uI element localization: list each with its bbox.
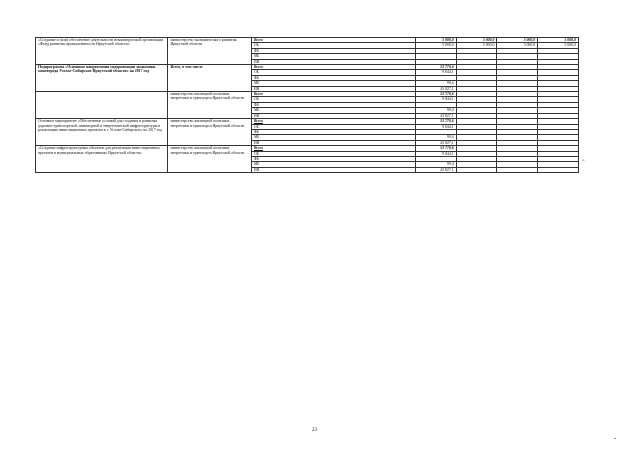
funding-source-cell: МБ xyxy=(251,108,415,113)
funding-source-cell: МБ xyxy=(251,135,415,140)
funding-source-cell: Всего xyxy=(251,119,415,124)
executor-cell: министерство экономического развития Иркутской области xyxy=(168,38,252,65)
funding-source-cell: ИИ xyxy=(251,59,415,64)
amount-cell: 53 770,6 xyxy=(415,65,456,70)
funding-source-cell: Всего xyxy=(251,92,415,97)
funding-source-cell: ИИ xyxy=(251,113,415,118)
amount-cell: 5 000,0 xyxy=(456,43,497,48)
amount-cell: 5 000,0 xyxy=(456,38,497,43)
amount-cell: 5 000,0 xyxy=(497,43,538,48)
amount-cell: 5 000,0 xyxy=(497,38,538,43)
amount-cell: 99,4 xyxy=(415,135,456,140)
amount-cell: 99,4 xyxy=(415,162,456,167)
amount-cell: 53 770,6 xyxy=(415,92,456,97)
amount-cell: 9 844,1 xyxy=(415,151,456,156)
funding-source-cell: ИИ xyxy=(251,167,415,172)
funding-source-cell: ФБ xyxy=(251,102,415,107)
amount-cell: 5 000,0 xyxy=(538,38,579,43)
budget-table-body xyxy=(36,38,579,173)
funding-source-cell: МБ xyxy=(251,81,415,86)
scan-mark xyxy=(614,438,616,439)
executor-cell: Всего, в том числе xyxy=(168,65,252,92)
funding-source-cell: Всего xyxy=(251,65,415,70)
amount-cell: 53 770,6 xyxy=(415,119,456,124)
funding-source-cell: ОБ xyxy=(251,43,415,48)
funding-source-cell: ФБ xyxy=(251,75,415,80)
funding-source-cell: Всего xyxy=(251,38,415,43)
amount-cell: 43 827,1 xyxy=(415,167,456,172)
funding-source-cell: МБ xyxy=(251,54,415,59)
funding-source-cell: ОБ xyxy=(251,124,415,129)
measure-name-cell: Подпрограмма «Основные направления модернизации экономики моногорода Усолье-Сибирское Иркутской области» на 2017 год xyxy=(36,65,168,92)
amount-cell: 5 000,0 xyxy=(415,43,456,48)
funding-source-cell: ОБ xyxy=(251,97,415,102)
executor-cell: министерство жилищной политики, энергетики и транспорта Иркутской области xyxy=(168,92,252,119)
amount-cell: 9 844,1 xyxy=(415,124,456,129)
amount-cell: 43 827,1 xyxy=(415,86,456,91)
funding-source-cell: ФБ xyxy=(251,129,415,134)
amount-cell xyxy=(497,167,538,172)
amount-cell: 9 844,1 xyxy=(415,70,456,75)
page-number: 23 xyxy=(312,428,317,433)
amount-cell: 43 827,1 xyxy=(415,113,456,118)
funding-source-cell: ОБ xyxy=(251,151,415,156)
funding-source-cell: ФБ xyxy=(251,48,415,53)
amount-cell: 43 827,1 xyxy=(415,140,456,145)
amount-cell: 5 000,0 xyxy=(538,43,579,48)
executor-cell: министерство жилищной политики, энергетики и транспорта Иркутской области xyxy=(168,146,252,173)
amount-cell xyxy=(538,167,579,172)
amount-cell: 99,4 xyxy=(415,81,456,86)
amount-cell: 9 844,1 xyxy=(415,97,456,102)
funding-source-cell: МБ xyxy=(251,162,415,167)
amount-cell xyxy=(456,167,497,172)
amount-cell: 53 770,6 xyxy=(415,146,456,151)
measure-name-cell: «Создание инфраструктурных объектов для реализации инвестиционных проектов в муниципальных образованиях Иркутской области» xyxy=(36,146,168,173)
funding-source-cell: Всего xyxy=(251,146,415,151)
executor-cell: министерство жилищной политики, энергетики и транспорта Иркутской области xyxy=(168,119,252,146)
closing-quote-mark: ». xyxy=(582,157,585,162)
measure-name-cell: Основное мероприятие «Обеспечение условий для создания и развития дорожно-транспортной, инженерной и энергетической инфраструктуры в реализацию инвестиционных проектов в г. Усолье-Сибирское» на 2017 год xyxy=(36,119,168,146)
funding-source-cell: ИИ xyxy=(251,86,415,91)
amount-cell: 5 000,0 xyxy=(415,38,456,43)
measure-name-cell: «Создание и (или) обеспечение деятельности некоммерческой организации «Фонд развития промышленности Иркутской области» xyxy=(36,38,168,65)
funding-source-cell: ФБ xyxy=(251,156,415,161)
funding-source-cell: ИИ xyxy=(251,140,415,145)
budget-table xyxy=(35,37,579,173)
measure-name-cell xyxy=(36,92,168,119)
amount-cell: 99,4 xyxy=(415,108,456,113)
funding-source-cell: ОБ xyxy=(251,70,415,75)
